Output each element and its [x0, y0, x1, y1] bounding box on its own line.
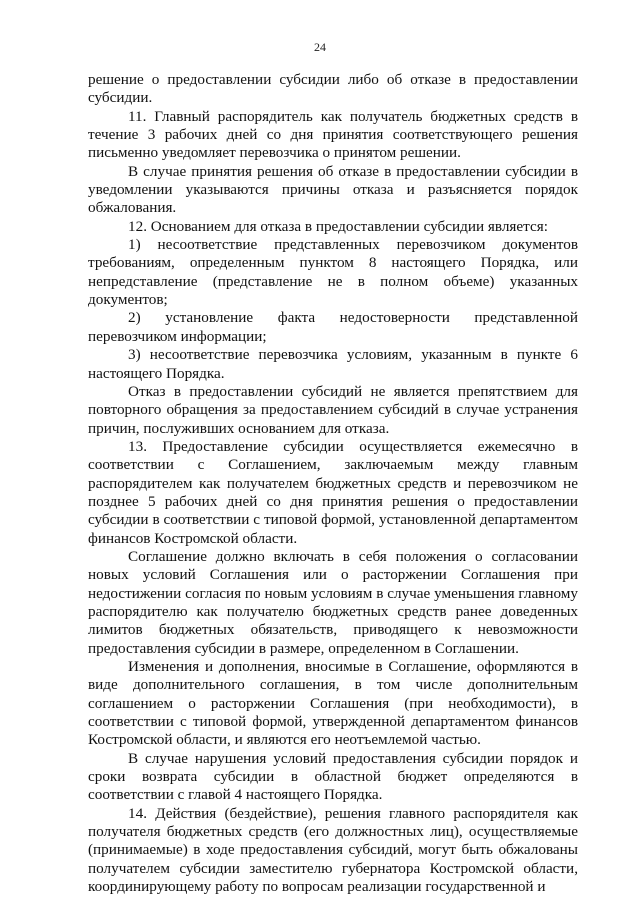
paragraph: Отказ в предоставлении субсидий не является препятствием для повторного обращения за предоставлением субсидий в случае устранения причин, послуживших основанием для отказа. [88, 382, 578, 437]
paragraph: 14. Действия (бездействие), решения главного распорядителя как получателя бюджетных средств (его должностных лиц), осуществляемые (принимаемые) в ходе предоставления субсидий, могут быть обжалованы получателем субсидии заместителю губернатора Костромской области, координирующему работу по вопросам реализации государственной и [88, 804, 578, 896]
paragraph: 13. Предоставление субсидии осуществляется ежемесячно в соответствии с Соглашением, заключаемым между главным распорядителем как получателем бюджетных средств и перевозчиком не позднее 5 рабочих дней со дня принятия решения о предоставлении субсидии в соответствии с типовой формой, установленной департаментом финансов Костромской области. [88, 437, 578, 547]
paragraph: 11. Главный распорядитель как получатель бюджетных средств в течение 3 рабочих дней со дня принятия соответствующего решения письменно уведомляет перевозчика о принятом решении. [88, 107, 578, 162]
paragraph: решение о предоставлении субсидии либо об отказе в предоставлении субсидии. [88, 71, 578, 107]
paragraph: 12. Основанием для отказа в предоставлении субсидии является: [128, 217, 548, 235]
paragraph: Соглашение должно включать в себя положения о согласовании новых условий Соглашения или о расторжении Соглашения при недостижении согласия по новым условиям в случае уменьшения главному распорядителю как получателю бюджетных средств ранее доведенных лимитов бюджетных обязательств, приводящего к невозможности предоставления субсидии в размере, определенном в Соглашении. [88, 547, 578, 657]
body-text [88, 71, 578, 896]
paragraph: 1) несоответствие представленных перевозчиком документов требованиям, определенным пунктом 8 настоящего Порядка, или непредставление (представление не в полном объеме) указанных документов; [88, 236, 578, 309]
paragraph: В случае принятия решения об отказе в предоставлении субсидии в уведомлении указываются причины отказа и разъясняется порядок обжалования. [88, 162, 578, 217]
paragraph: 2) установление факта недостоверности представленной перевозчиком информации; [88, 309, 578, 345]
paragraph: Изменения и дополнения, вносимые в Соглашение, оформляются в виде дополнительного соглашения, в том числе дополнительным соглашением о расторжении Соглашения (при необходимости), в соответствии с типовой формой, утвержденной департаментом финансов Костромской области, и являются его неотъемлемой частью. [88, 658, 578, 749]
page-number: 24 [314, 40, 326, 54]
paragraph: В случае нарушения условий предоставления субсидии порядок и сроки возврата субсидии в областной бюджет определяются в соответствии с главой 4 настоящего Порядка. [88, 749, 578, 804]
paragraph: 3) несоответствие перевозчика условиям, указанным в пункте 6 настоящего Порядка. [88, 346, 578, 382]
